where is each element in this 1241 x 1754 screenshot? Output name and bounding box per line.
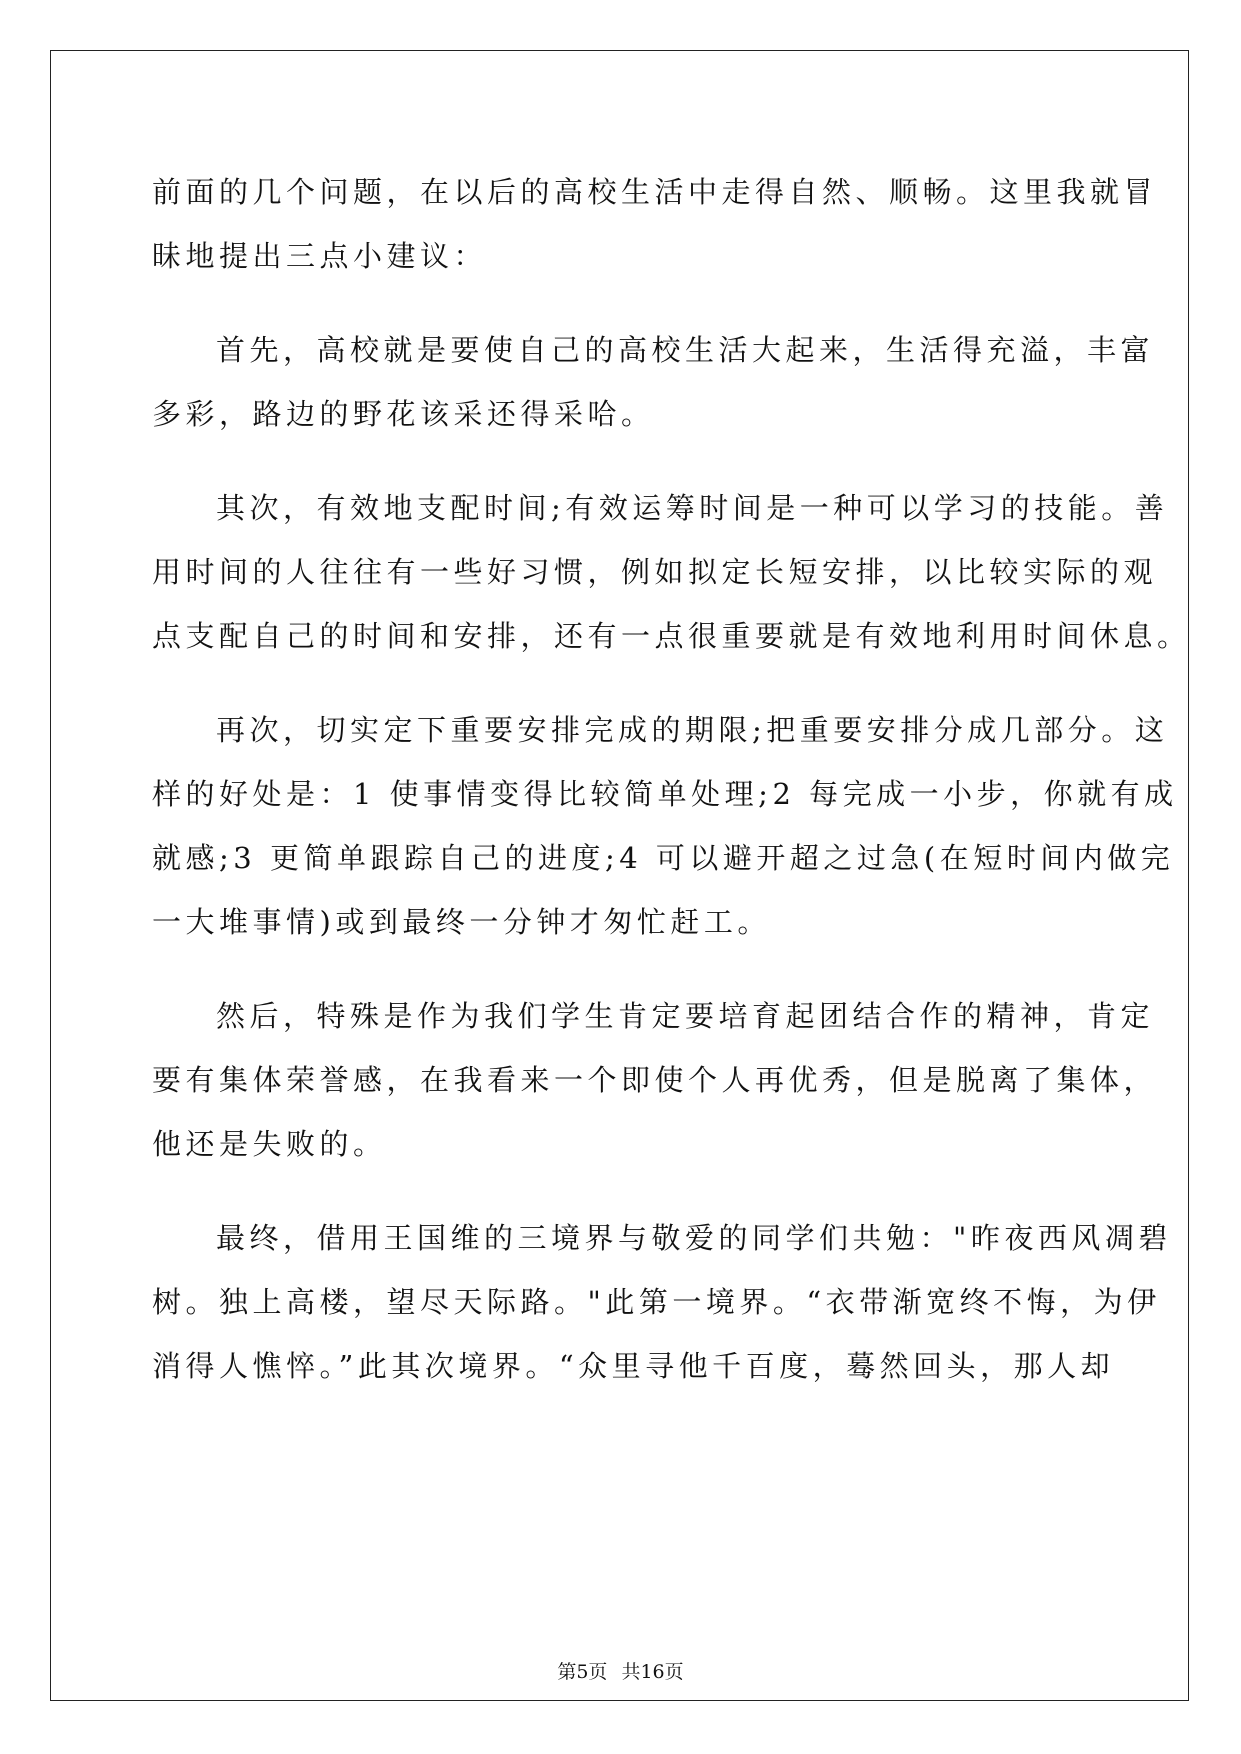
text-line: 用时间的人往往有一些好习惯，例如拟定长短安排，以比较实际的观 bbox=[152, 555, 1158, 589]
text-line: 他还是失败的。 bbox=[152, 1127, 387, 1161]
paragraph bbox=[152, 1206, 1172, 1398]
text-line: 样的好处是：1 使事情变得比较简单处理;2 每完成一小步，你就有成 bbox=[152, 777, 1178, 811]
text-line: 树。独上高楼，望尽天际路。"此第一境界。“衣带渐宽终不悔，为伊 bbox=[152, 1285, 1161, 1319]
text-line: 消得人憔悴。”此其次境界。“众里寻他千百度，蓦然回头，那人却 bbox=[152, 1349, 1115, 1383]
paragraph bbox=[152, 318, 1155, 446]
paragraph bbox=[152, 476, 1191, 668]
paragraph bbox=[152, 698, 1178, 954]
text-line: 最终，借用王国维的三境界与敬爱的同学们共勉："昨夜西风凋碧 bbox=[216, 1221, 1172, 1255]
paragraph bbox=[152, 160, 1158, 288]
text-line: 再次，切实定下重要安排完成的期限;把重要安排分成几部分。这 bbox=[216, 713, 1169, 747]
text-line: 昧地提出三点小建议： bbox=[152, 239, 488, 273]
text-line: 点支配自己的时间和安排，还有一点很重要就是有效地利用时间休息。 bbox=[152, 619, 1191, 653]
text-line: 要有集体荣誉感，在我看来一个即使个人再优秀，但是脱离了集体， bbox=[152, 1063, 1158, 1097]
text-line: 前面的几个问题，在以后的高校生活中走得自然、顺畅。这里我就冒 bbox=[152, 175, 1158, 209]
page-footer bbox=[0, 1660, 1241, 1684]
text-line: 然后，特殊是作为我们学生肯定要培育起团结合作的精神，肯定 bbox=[216, 999, 1155, 1033]
document-body bbox=[152, 160, 1191, 1398]
current-page-number: 第5页 bbox=[557, 1661, 608, 1683]
text-line: 首先，高校就是要使自己的高校生活大起来，生活得充溢，丰富 bbox=[216, 333, 1155, 367]
text-line: 就感;3 更简单跟踪自己的进度;4 可以避开超之过急(在短时间内做完 bbox=[152, 841, 1175, 875]
text-line: 一大堆事情)或到最终一分钟才匆忙赶工。 bbox=[152, 905, 771, 939]
paragraph bbox=[152, 984, 1158, 1176]
text-line: 其次，有效地支配时间;有效运筹时间是一种可以学习的技能。善 bbox=[216, 491, 1169, 525]
total-page-count: 共16页 bbox=[621, 1661, 684, 1683]
text-line: 多彩，路边的野花该采还得采哈。 bbox=[152, 397, 655, 431]
